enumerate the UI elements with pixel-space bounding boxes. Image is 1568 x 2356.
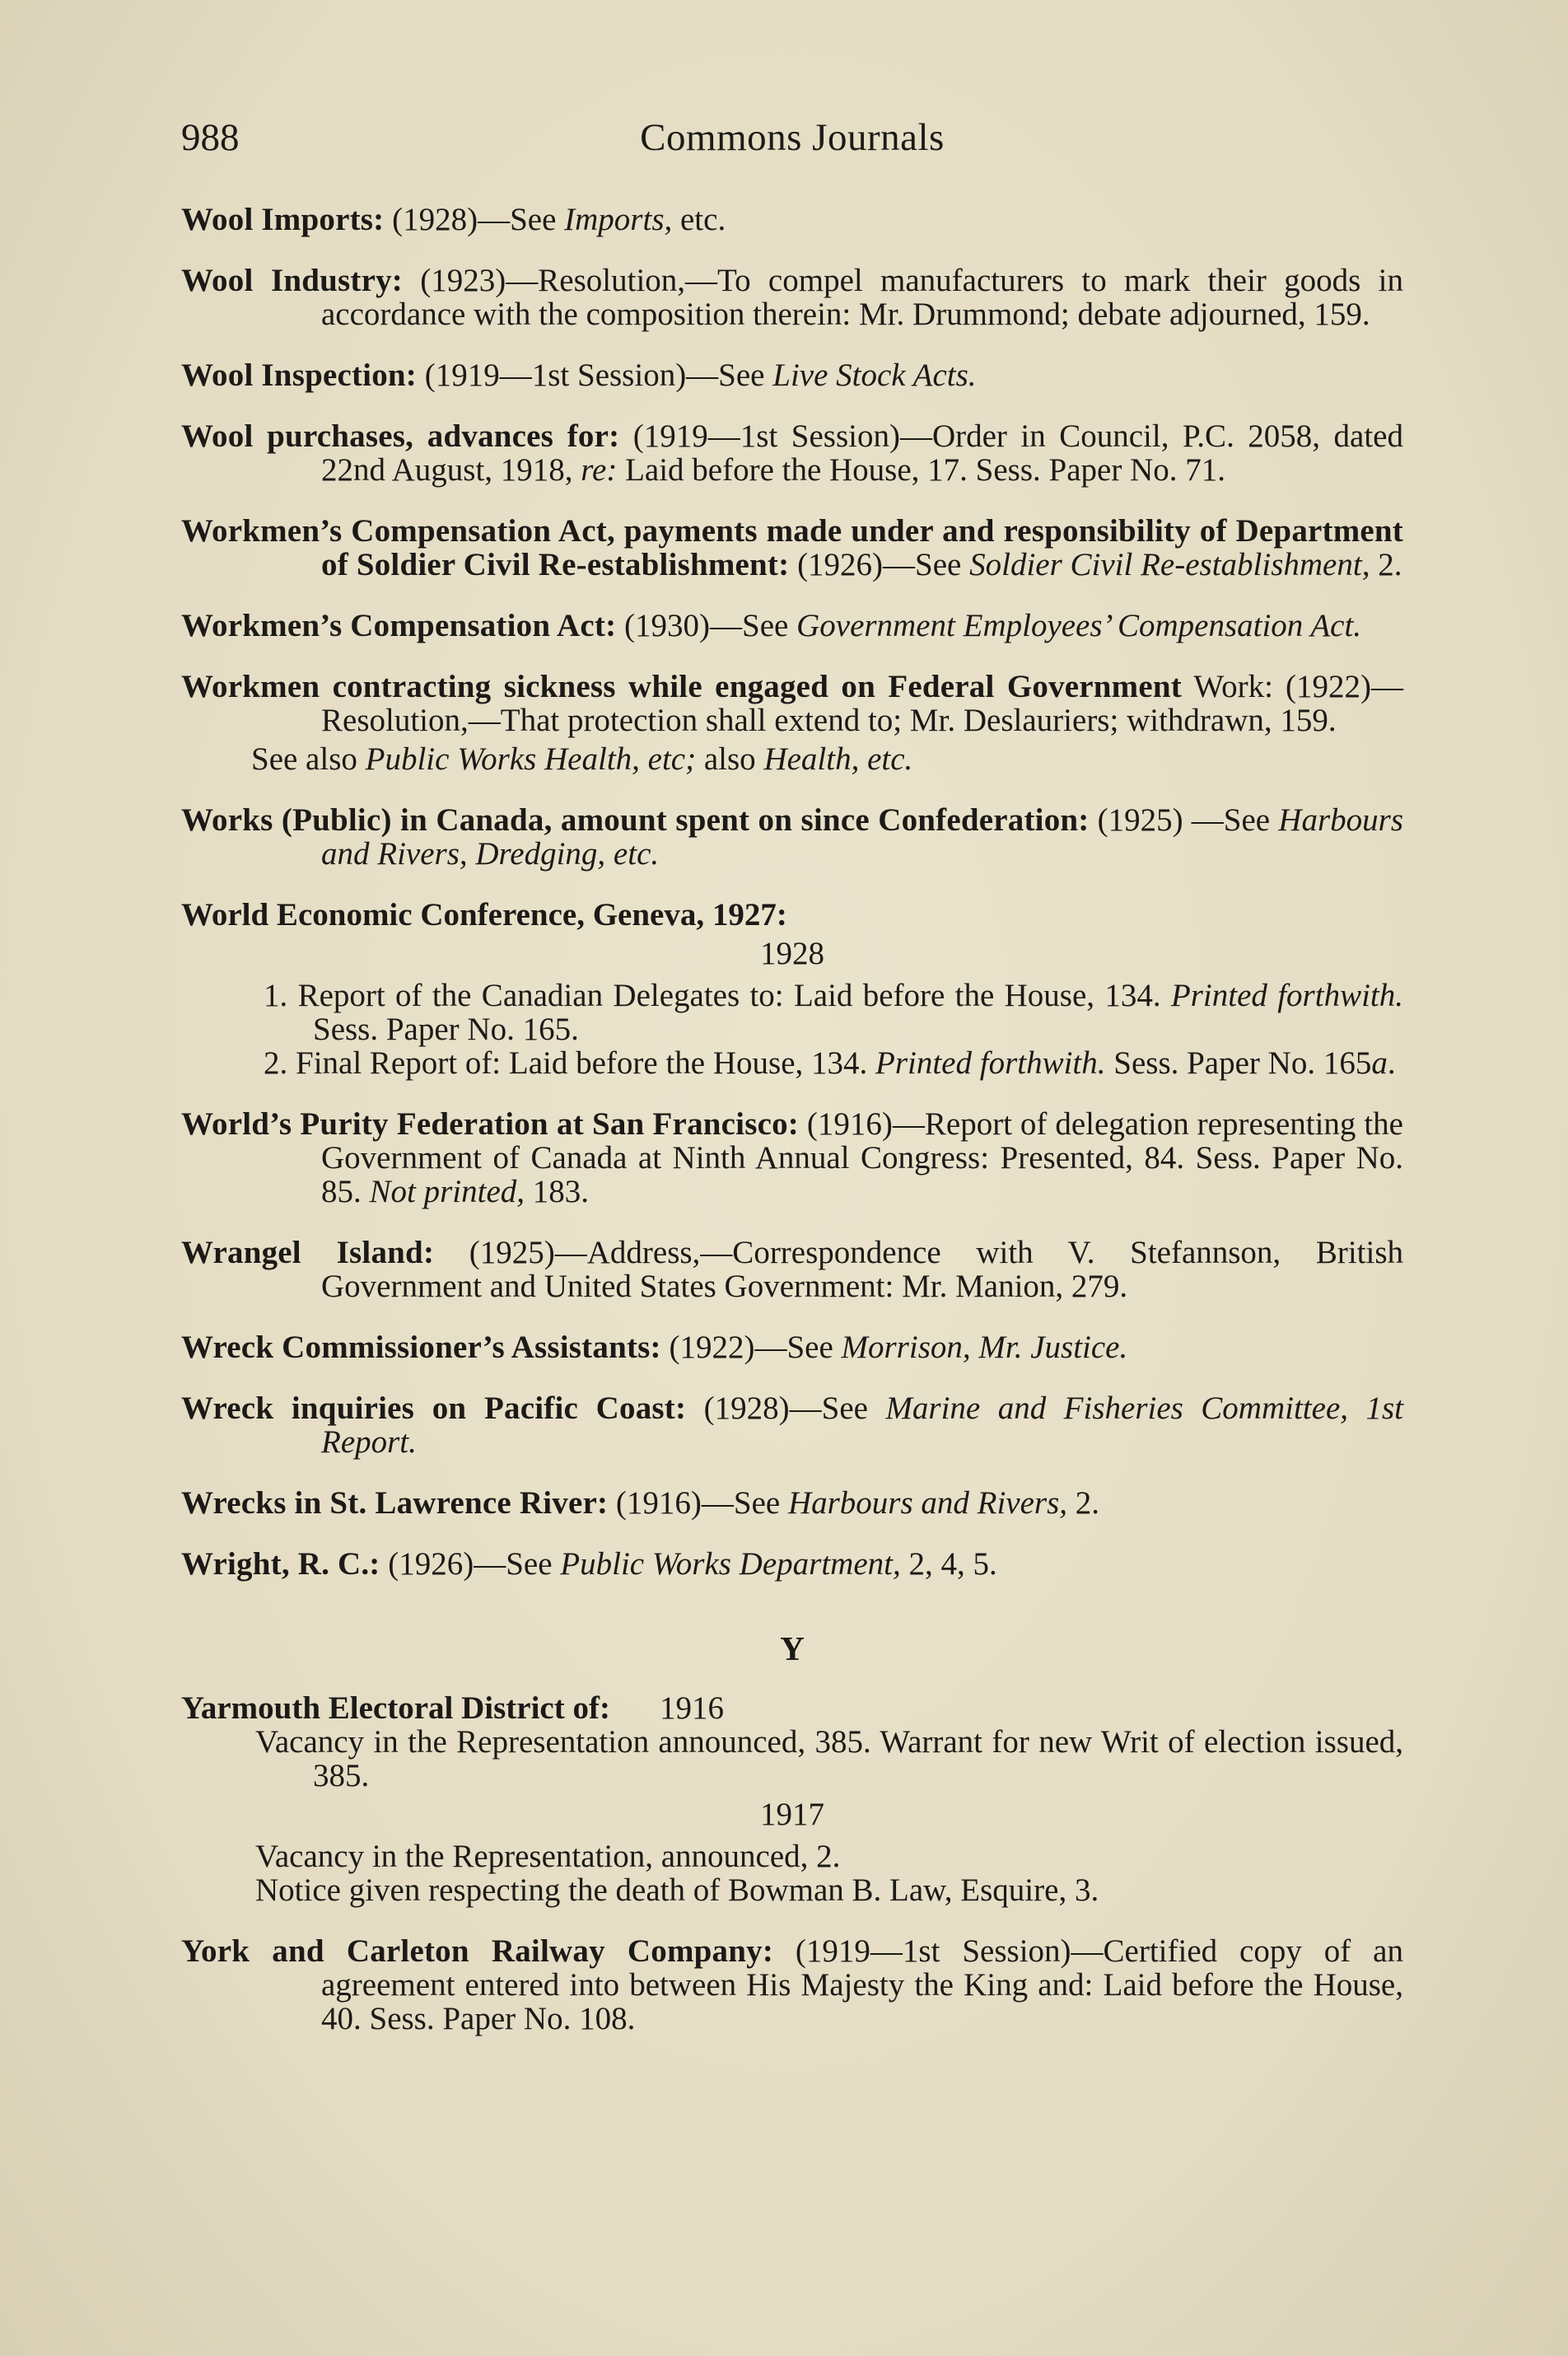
index-entry: York and Carleton Railway Company: (1919—1st Session)—Certified copy of an agreement entered into between His Majesty the King and: Laid before the House, 40. Sess. Paper No. 108. (181, 1933, 1403, 2036)
index-entry: Works (Public) in Canada, amount spent on since Confederation: (1925) —See Harbours and Rivers, Dredging, etc. (181, 802, 1403, 872)
index-entry: World’s Purity Federation at San Francisco: (1916)—Report of delegation representing the Government of Canada at Ninth Annual Congress: Presented, 84. Sess. Paper No. 85. Not printed, 183. (181, 1106, 1403, 1209)
entry-heading: World Economic Conference, Geneva, 1927: (181, 897, 787, 933)
index-entry: Wreck inquiries on Pacific Coast: (1928)—See Marine and Fisheries Committee, 1st Report. (181, 1391, 1403, 1460)
entry-heading: Yarmouth Electoral District of: (181, 1690, 610, 1726)
index-entry: Wrecks in St. Lawrence River: (1916)—See Harbours and Rivers, 2. (181, 1485, 1100, 1521)
yarmouth-entry (181, 1691, 1403, 1907)
page-number: 988 (181, 116, 240, 159)
entry-paragraph: Vacancy in the Representation announced, 385. Warrant for new Writ of election issued, 385. (255, 1724, 1403, 1793)
year-heading: 1928 (760, 936, 824, 971)
index-entry: Wright, R. C.: (1926)—See Public Works Department, 2, 4, 5. (181, 1546, 997, 1582)
numbered-item: 1. Report of the Canadian Delegates to: Laid before the House, 134. Printed forthwith. Sess. Paper No. 165. (264, 978, 1404, 1047)
page-header (181, 115, 1403, 173)
index-entry: Workmen’s Compensation Act, payments made under and responsibility of Department of Soldier Civil Re-establishment: (1926)—See Soldier Civil Re-establishment, 2. (181, 513, 1403, 582)
section-letter: Y (780, 1629, 805, 1667)
index-entry: Wrangel Island: (1925)—Address,—Correspondence with V. Stefannson, British Government and United States Government: Mr. Manion, 279. (181, 1235, 1403, 1304)
numbered-item: 2. Final Report of: Laid before the House, 134. Printed forthwith. Sess. Paper No. 165a. (264, 1045, 1396, 1081)
index-entry: Wool Imports: (1928)—See Imports, etc. (181, 202, 726, 237)
index-entry: Wool purchases, advances for: (1919—1st Session)—Order in Council, P.C. 2058, dated 22nd August, 1918, re: Laid before the House, 17. Sess. Paper No. 71. (181, 418, 1403, 488)
index-entry: Wool Industry: (1923)—Resolution,—To compel manufacturers to mark their goods in accordance with the composition therein: Mr. Drummond; debate adjourned, 159. (181, 263, 1403, 332)
running-title: Commons Journals (640, 116, 945, 159)
year-heading: 1916 (659, 1690, 724, 1726)
entry-paragraph: Vacancy in the Representation, announced, 2. (255, 1839, 841, 1874)
index-entry: Workmen contracting sickness while engaged on Federal Government Work: (1922)—Resolution,—That protection shall extend to; Mr. Deslauriers; withdrawn, 159. (181, 669, 1404, 738)
index-entry: Wreck Commissioner’s Assistants: (1922)—See Morrison, Mr. Justice. (181, 1330, 1128, 1365)
index-entry: Wool Inspection: (1919—1st Session)—See Live Stock Acts. (181, 358, 977, 393)
world-conference-entry (181, 898, 1403, 1080)
year-heading: 1917 (760, 1797, 824, 1832)
see-also-line: See also Public Works Health, etc; also Health, etc. (251, 741, 913, 777)
entry-paragraph: Notice given respecting the death of Bowman B. Law, Esquire, 3. (255, 1872, 1099, 1908)
index-entry: Workmen’s Compensation Act: (1930)—See Government Employees’ Compensation Act. (181, 608, 1362, 643)
